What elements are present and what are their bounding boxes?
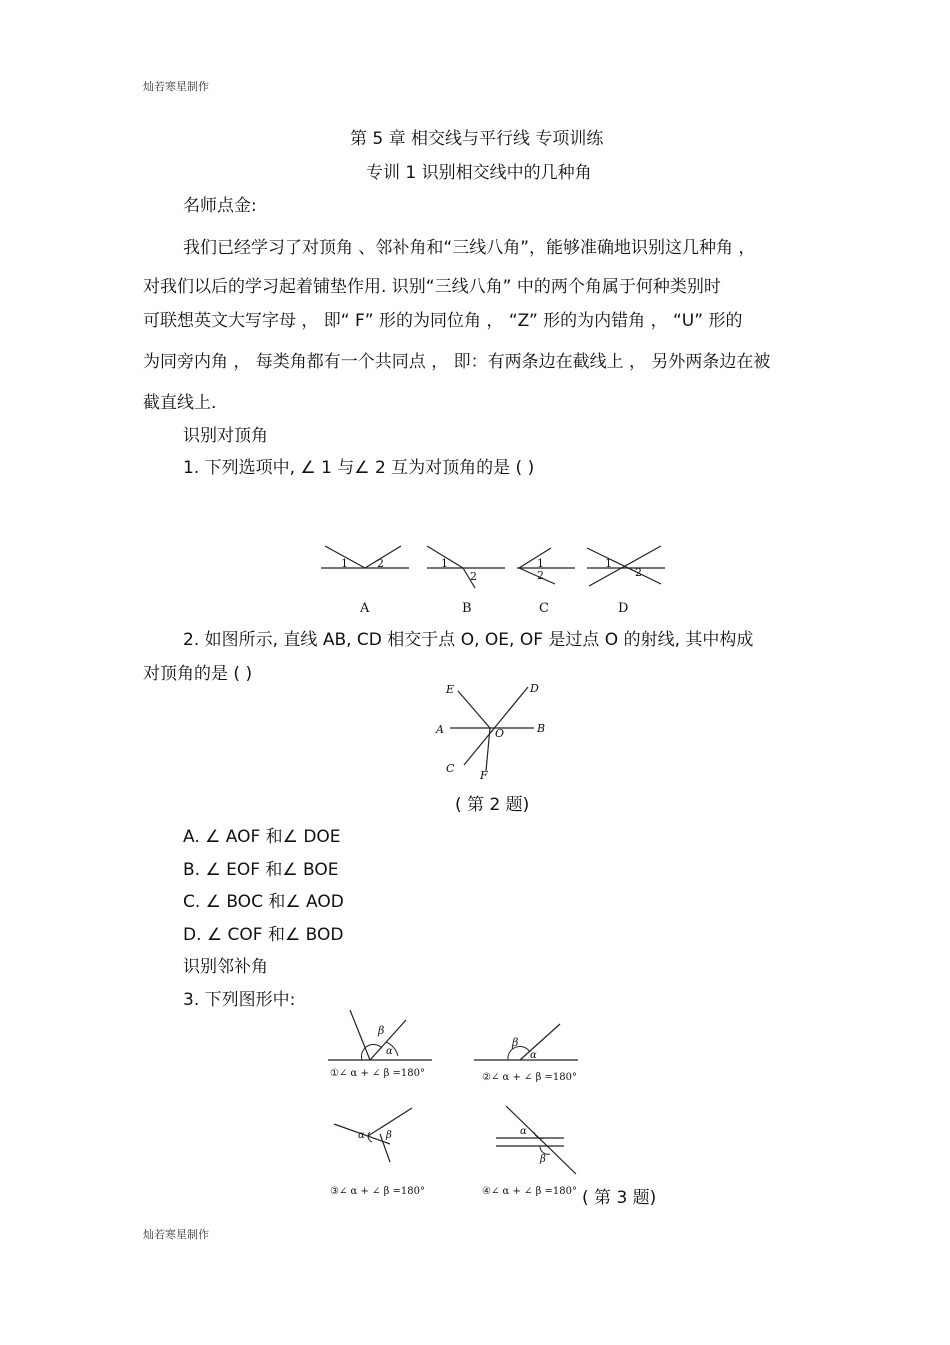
alpha-label: α — [520, 1126, 527, 1137]
q3-figure — [320, 1008, 590, 1208]
alpha-label: α — [530, 1050, 537, 1061]
question-1: 1. 下列选项中, ∠ 1 与∠ 2 互为对顶角的是 ( ) — [183, 458, 535, 478]
angle-1-label: 1 — [537, 557, 544, 570]
page-footer: 灿若寒星制作 — [143, 1228, 209, 1241]
caption-4: ④∠ α + ∠ β =180° — [482, 1186, 577, 1197]
q1-option-c-diagram — [517, 548, 575, 616]
section-heading-vertical-angles: 识别对顶角 — [183, 426, 268, 446]
point-c-label: C — [446, 762, 455, 775]
angle-2-label: 2 — [470, 570, 477, 583]
option-c-label: C — [539, 601, 549, 616]
question-3: 3. 下列图形中: — [183, 990, 296, 1010]
q1-figure — [315, 538, 675, 620]
q3-diagram-1 — [328, 1010, 432, 1079]
chapter-title: 第 5 章 相交线与平行线 专项训练 — [350, 129, 604, 149]
beta-label: β — [540, 1154, 546, 1165]
option-a-label: A — [360, 601, 370, 616]
beta-label: β — [386, 1130, 392, 1141]
caption-1: ①∠ α + ∠ β =180° — [330, 1068, 425, 1079]
question-2-line1: 2. 如图所示, 直线 AB, CD 相交于点 O, OE, OF 是过点 O 的射线, 其中构成 — [183, 630, 754, 650]
beta-label: β — [378, 1024, 385, 1037]
choice-c: C. ∠ BOC 和∠ AOD — [183, 892, 344, 912]
beta-label: β — [512, 1036, 519, 1049]
page-header: 灿若寒星制作 — [143, 80, 209, 93]
tip-line: 对我们以后的学习起着铺垫作用. 识别“三线八角” 中的两个角属于何种类别时 — [143, 277, 721, 297]
caption-2: ②∠ α + ∠ β =180° — [482, 1072, 577, 1083]
q3-diagram-2 — [474, 1024, 578, 1083]
angle-1-label: 1 — [441, 557, 448, 570]
tip-line: 我们已经学习了对顶角 、邻补角和“三线八角”，能够准确地识别这几种角 ， — [183, 238, 756, 258]
angle-2-label: 2 — [377, 557, 384, 570]
alpha-label: α — [386, 1046, 393, 1057]
tip-line: 截直线上. — [143, 393, 217, 413]
angle-1-label: 1 — [605, 557, 612, 570]
q2-figure — [430, 675, 550, 785]
tip-line: 为同旁内角 ， 每类角都有一个共同点 ， 即：有两条边在截线上 ， 另外两条边在被 — [143, 352, 771, 372]
q1-option-d-diagram — [587, 546, 665, 616]
tip-heading: 名师点金: — [183, 196, 257, 216]
point-o-label: O — [495, 727, 505, 740]
q3-diagram-4 — [482, 1106, 577, 1197]
tip-line: 可联想英文大写字母 ， 即“ F” 形的为同位角 ， “Z” 形的为内错角 ， “U” 形的 — [143, 311, 743, 331]
choice-d: D. ∠ COF 和∠ BOD — [183, 925, 344, 945]
q1-option-b-diagram — [427, 546, 505, 616]
figure-3-caption: ( 第 3 题) — [582, 1188, 657, 1208]
alpha-label: α — [358, 1130, 365, 1141]
option-d-label: D — [618, 601, 629, 616]
point-f-label: F — [480, 769, 488, 782]
point-e-label: E — [446, 683, 455, 696]
q1-option-a-diagram — [321, 546, 409, 616]
point-d-label: D — [530, 682, 539, 695]
choice-b: B. ∠ EOF 和∠ BOE — [183, 860, 339, 880]
section-subtitle: 专训 1 识别相交线中的几种角 — [366, 163, 592, 183]
choice-a: A. ∠ AOF 和∠ DOE — [183, 827, 341, 847]
figure-2-caption: ( 第 2 题) — [455, 795, 530, 815]
section-heading-adjacent-angles: 识别邻补角 — [183, 957, 268, 977]
point-a-label: A — [436, 723, 444, 736]
point-b-label: B — [537, 722, 546, 735]
question-2-line2: 对顶角的是 ( ) — [143, 664, 253, 684]
q3-diagram-3 — [330, 1108, 425, 1197]
caption-3: ③∠ α + ∠ β =180° — [330, 1186, 425, 1197]
angle-1-label: 1 — [341, 557, 348, 570]
angle-2-label: 2 — [537, 569, 544, 582]
option-b-label: B — [462, 601, 472, 616]
angle-2-label: 2 — [635, 566, 642, 579]
